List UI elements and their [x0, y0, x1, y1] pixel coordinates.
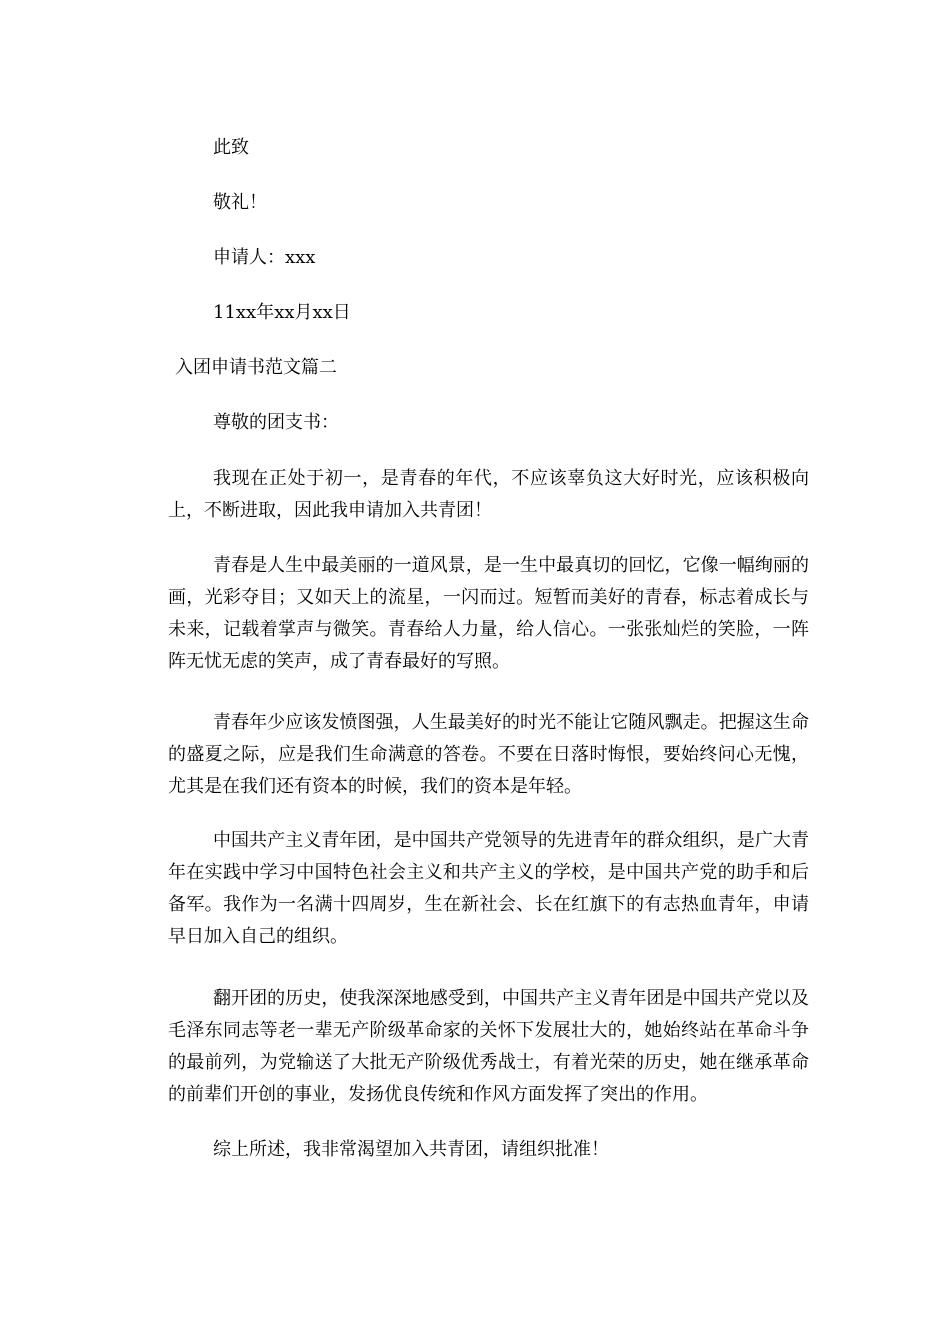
closing-salutation: 此致	[213, 137, 249, 158]
closing-regards: 敬礼！	[213, 192, 267, 213]
body-paragraph: 中国共产主义青年团，是中国共产党领导的先进青年的群众组织，是广大青年在实践中学习中国特色社会主义和共产主义的学校，是中国共产党的助手和后备军。我作为一名满十四周岁，生在新社会、长在红旗下的有志热血青年，申请早日加入自己的组织。	[168, 830, 809, 947]
body-paragraph: 青春年少应该发愤图强，人生最美好的时光不能让它随风飘走。把握这生命的盛夏之际，应是我们生命满意的答卷。不要在日落时悔恨，要始终问心无愧，尤其是在我们还有资本的时候，我们的资本是年轻。	[168, 712, 809, 797]
body-paragraph: 综上所述，我非常渴望加入共青团，请组织批准！	[213, 1139, 609, 1160]
applicant-line: 申请人：xxx	[213, 247, 316, 268]
body-paragraph: 我现在正处于初一，是青春的年代，不应该辜负这大好时光，应该积极向上，不断进取，因此我申请加入共青团！	[168, 468, 809, 521]
body-paragraph: 翻开团的历史，使我深深地感受到，中国共产主义青年团是中国共产党以及毛泽东同志等老一辈无产阶级革命家的关怀下发展壮大的，她始终站在革命斗争的最前列，为党输送了大批无产阶级优秀战士，有着光荣的历史，她在继承革命的前辈们开创的事业，发扬优良传统和作风方面发挥了突出的作用。	[168, 988, 809, 1105]
greeting: 尊敬的团支书：	[213, 412, 339, 433]
body-paragraph: 青春是人生中最美丽的一道风景，是一生中最真切的回忆，它像一幅绚丽的画，光彩夺目；又如天上的流星，一闪而过。短暂而美好的青春，标志着成长与未来，记载着掌声与微笑。青春给人力量，给人信心。一张张灿烂的笑脸，一阵阵无忧无虑的笑声，成了青春最好的写照。	[168, 555, 809, 672]
date-line: 11xx年xx月xx日	[213, 302, 351, 323]
section-title: 入团申请书范文篇二	[175, 357, 337, 378]
